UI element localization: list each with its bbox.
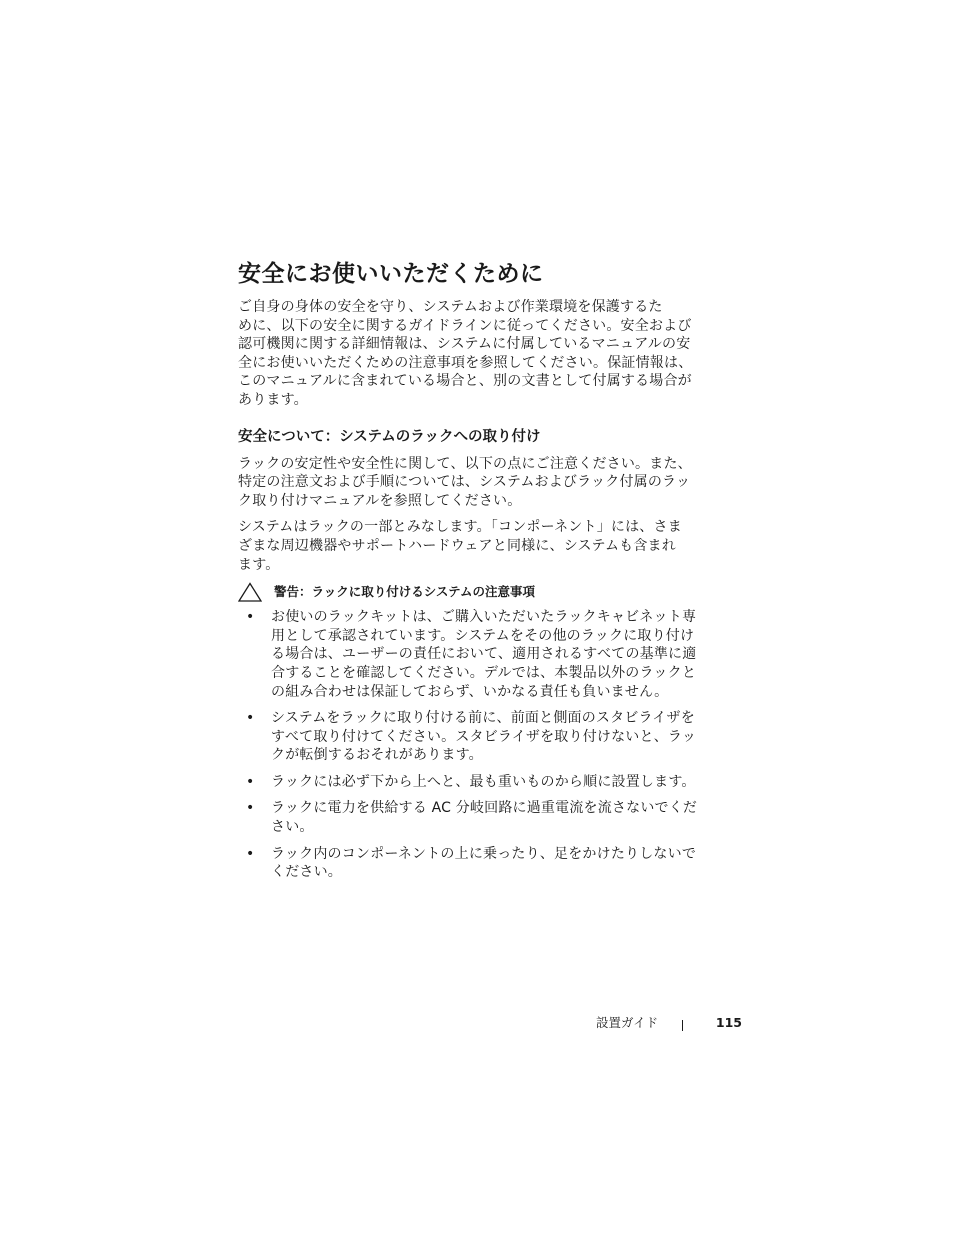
bullet-icon: • bbox=[246, 773, 255, 790]
page-footer bbox=[596, 1014, 742, 1032]
list-item bbox=[238, 709, 740, 765]
section-heading: 安全について：システムのラックへの取り付け bbox=[238, 428, 541, 445]
list-item bbox=[238, 845, 740, 882]
warning-text: 警告：ラックに取り付けるシステムの注意事項 bbox=[274, 584, 536, 600]
list-item-text: ラックには必ず下から上へと、最も重いものから順に設置します。 bbox=[271, 773, 696, 790]
warning-bullet-list bbox=[238, 608, 740, 882]
bullet-icon: • bbox=[246, 710, 255, 727]
component-definition-paragraph: システムはラックの一部とみなします。「コンポーネント」には、さま ざまな周辺機器やサポートハードウェアと同様に、システムも含まれ ます。 bbox=[238, 519, 682, 573]
warning-triangle-icon bbox=[238, 582, 262, 602]
list-item bbox=[238, 608, 740, 701]
warning-callout bbox=[238, 582, 740, 602]
page-number: 115 bbox=[715, 1015, 742, 1030]
footer-divider bbox=[682, 1020, 683, 1031]
list-item-text: ラックに電力を供給する AC 分岐回路に過重電流を流さないでくだ さい。 bbox=[271, 800, 698, 836]
list-item-text: お使いのラックキットは、ご購入いただいたラックキャビネット専 用として承認されています。システムをその他のラックに取り付け る場合は、ユーザーの責任において、適用されるすべての基準に適 合することを確認してください。デルでは、本製品以外のラックと の組み合わせは保証しておらず、いかなる責任も負いません。 bbox=[271, 609, 697, 700]
bullet-icon: • bbox=[246, 800, 255, 817]
bullet-icon: • bbox=[246, 845, 255, 862]
intro-paragraph: ご自身の身体の安全を守り、システムおよび作業環境を保護するた めに、以下の安全に関するガイドラインに従ってください。安全および 認可機関に関する詳細情報は、システムに付属しているマニュアルの安 全にお使いいただくための注意事項を参照してください。保証情報は、 このマニュアルに含まれている場合と、別の文書として付属する場合が あります。 bbox=[238, 299, 693, 408]
list-item bbox=[238, 773, 740, 792]
footer-guide-label: 設置ガイド bbox=[596, 1015, 659, 1030]
rack-stability-paragraph: ラックの安定性や安全性に関して、以下の点にご注意ください。また、 特定の注意文および手順については、システムおよびラック付属のラッ ク取り付けマニュアルを参照してください。 bbox=[238, 455, 692, 509]
list-item bbox=[238, 799, 740, 836]
list-item-text: システムをラックに取り付ける前に、前面と側面のスタビライザを すべて取り付けてください。スタビライザを取り付けないと、ラッ クが転倒するおそれがあります。 bbox=[271, 710, 697, 764]
page-content bbox=[238, 258, 740, 890]
page-title: 安全にお使いいただくために bbox=[238, 261, 544, 287]
bullet-icon: • bbox=[246, 609, 255, 626]
list-item-text: ラック内のコンポーネントの上に乗ったり、足をかけたりしないで ください。 bbox=[271, 845, 697, 881]
